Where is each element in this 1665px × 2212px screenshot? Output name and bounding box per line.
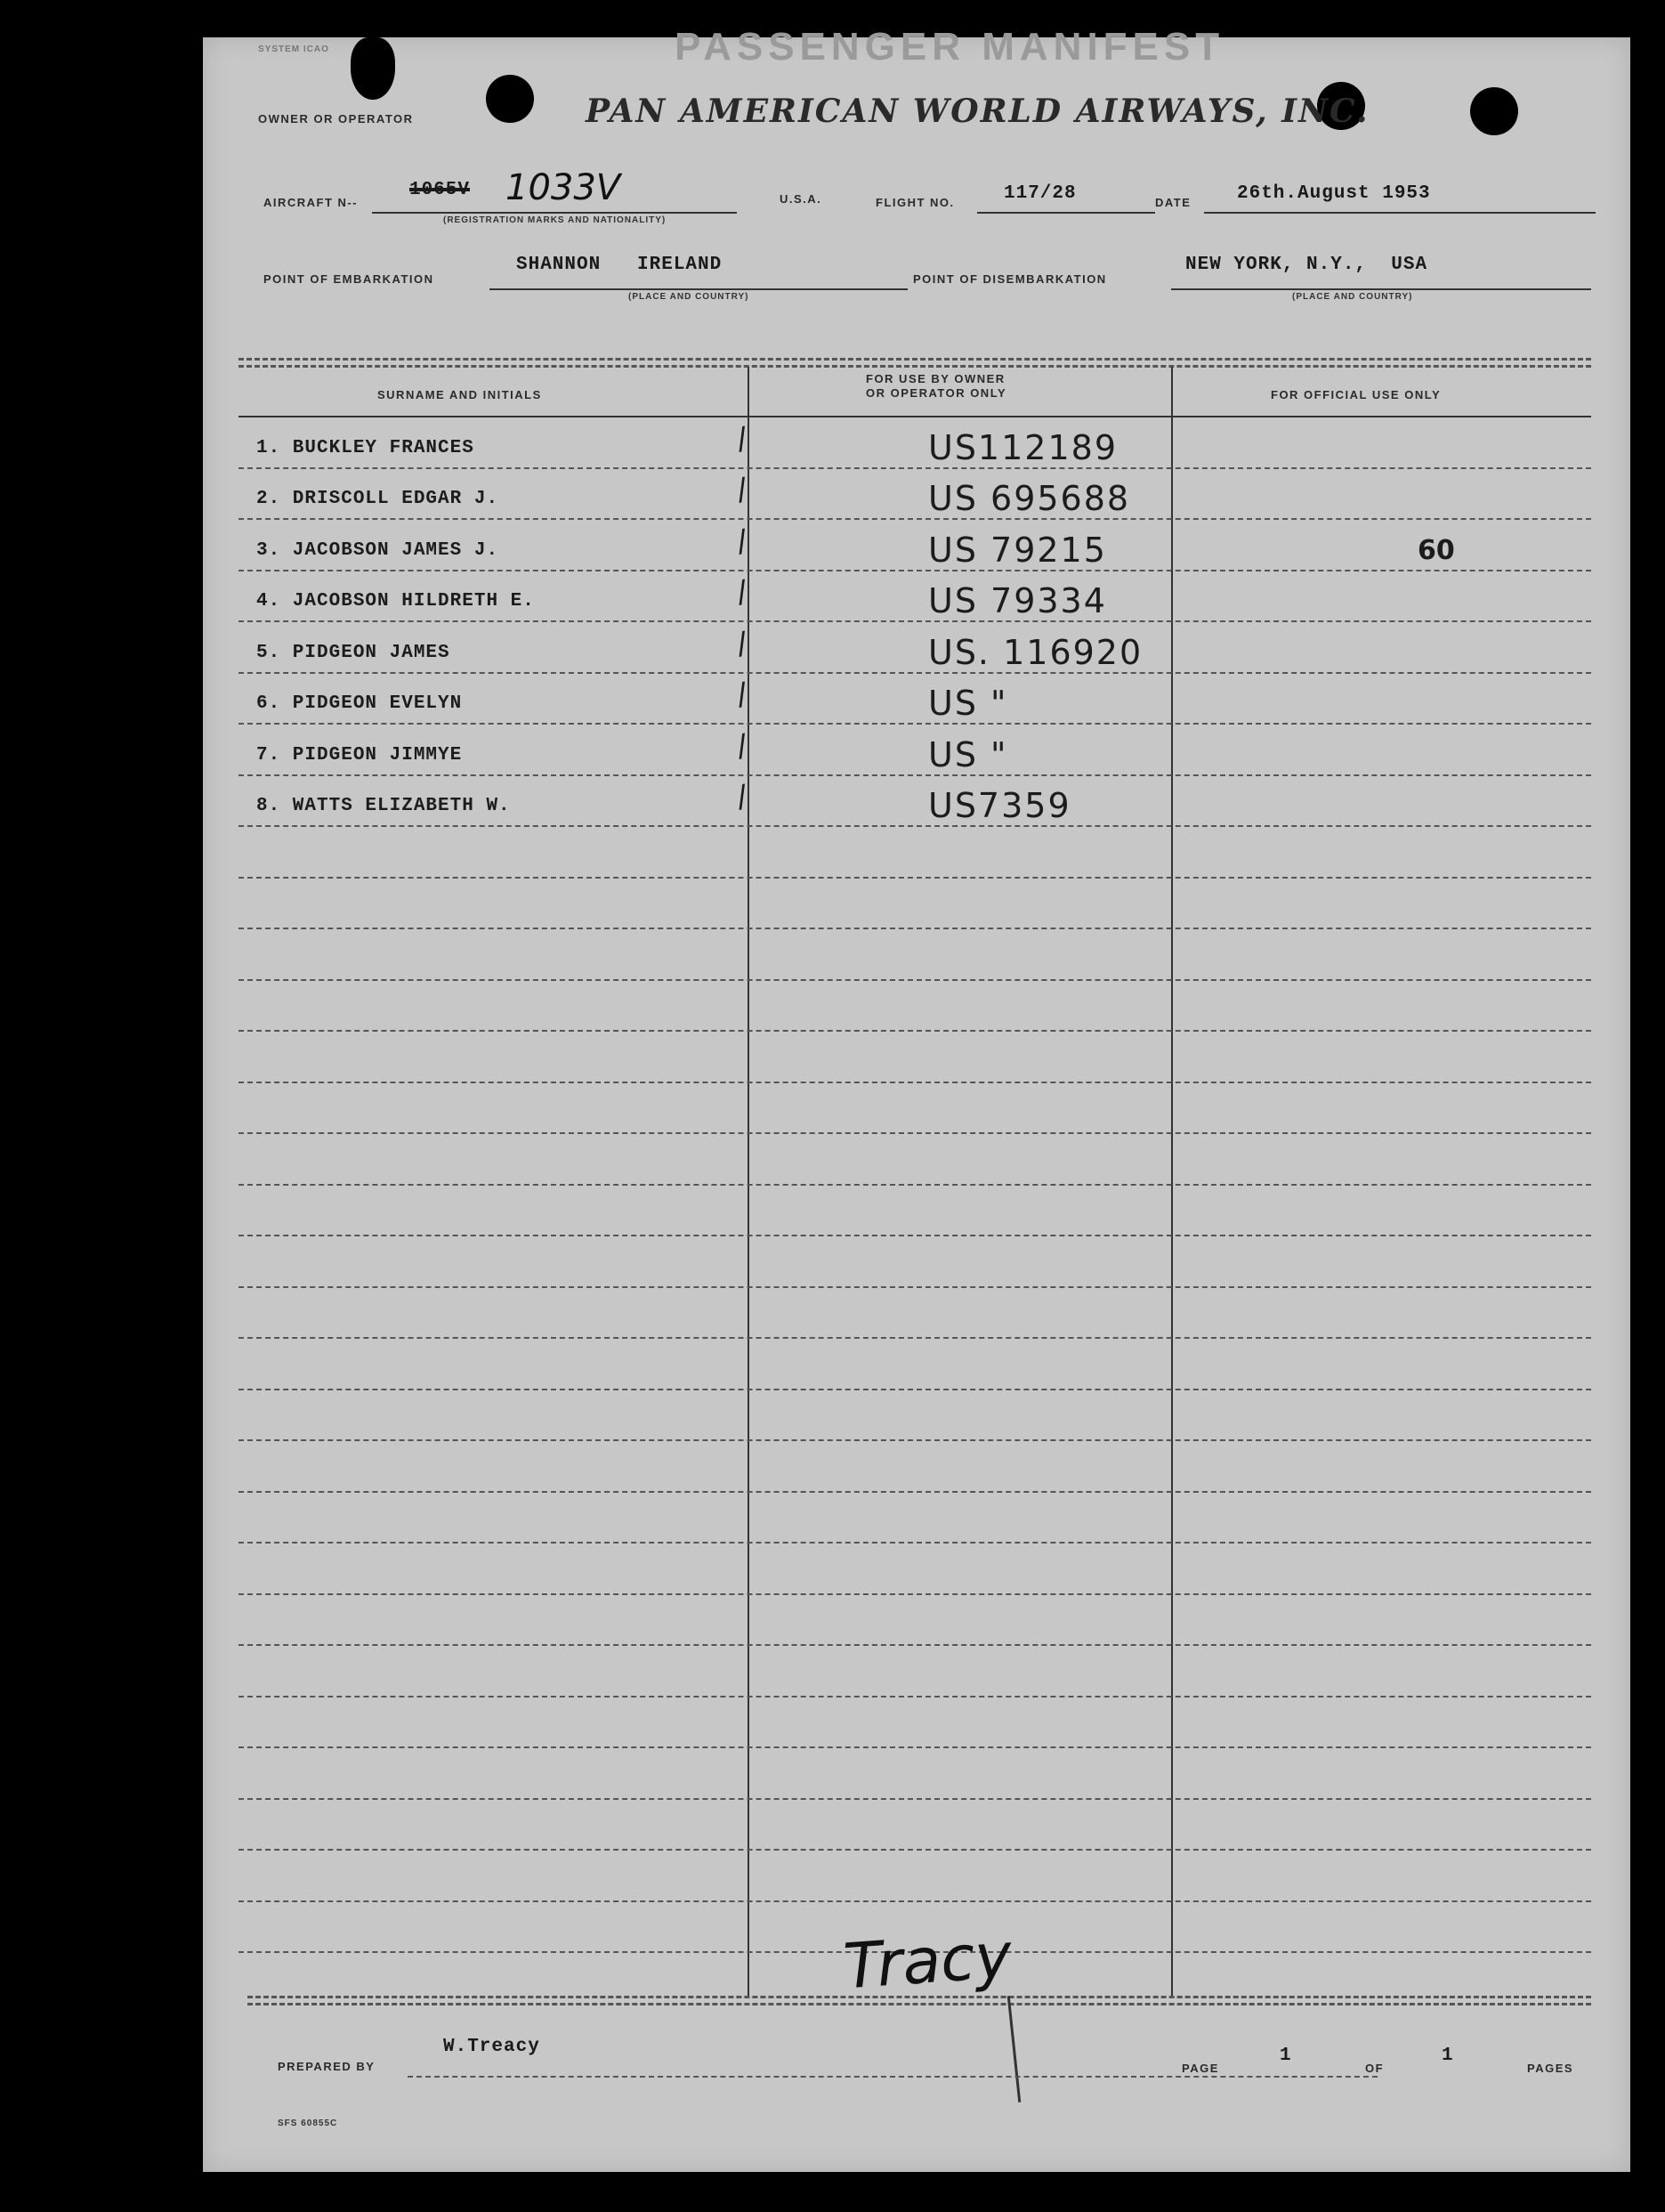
table-row (238, 981, 1591, 1033)
table-row (238, 571, 1591, 623)
passenger-name: 1. BUCKLEY FRANCES (256, 437, 474, 458)
page-title: PASSENGER MANIFEST (675, 25, 1225, 69)
table-row (238, 1800, 1591, 1851)
flight-label: FLIGHT NO. (876, 196, 955, 209)
passport-number: US 79215 (928, 530, 1107, 570)
table-row (238, 1697, 1591, 1749)
system-stamp: SYSTEM ICAO (258, 45, 329, 54)
table-row (238, 1441, 1591, 1493)
table-row (238, 725, 1591, 776)
table-row (238, 879, 1591, 930)
table-row (238, 1493, 1591, 1544)
date-underline (1204, 212, 1596, 214)
disembarkation-place: NEW YORK, N.Y., USA (1185, 255, 1428, 275)
torn-corner (351, 37, 395, 100)
passenger-name: 3. JACOBSON JAMES J. (256, 539, 499, 561)
disembarkation-caption: (PLACE AND COUNTRY) (1292, 292, 1413, 302)
passport-number: US112189 (928, 427, 1118, 467)
registration-caption: (REGISTRATION MARKS AND NATIONALITY) (443, 215, 667, 225)
check-mark: / (733, 778, 750, 815)
form-code: SFS 60855C (278, 2119, 338, 2128)
date-label: DATE (1155, 196, 1192, 209)
passenger-name: 4. JACOBSON HILDRETH E. (256, 591, 535, 612)
passport-number: US 79334 (928, 581, 1107, 620)
embarkation-caption: (PLACE AND COUNTRY) (628, 292, 749, 302)
embarkation-underline (489, 288, 908, 290)
signature-stroke (1007, 1996, 1022, 2103)
passport-number: US. 116920 (928, 632, 1144, 672)
owner-label: OWNER OR OPERATOR (258, 112, 414, 126)
table-row (238, 1186, 1591, 1237)
punch-hole (486, 75, 534, 123)
passenger-name: 6. PIDGEON EVELYN (256, 693, 463, 714)
col-header-name: SURNAME AND INITIALS (377, 388, 542, 401)
table-row (238, 622, 1591, 674)
nationality: U.S.A. (780, 192, 822, 206)
check-mark: / (733, 726, 750, 765)
embarkation-label: POINT OF EMBARKATION (263, 272, 434, 286)
table-row (238, 469, 1591, 521)
signature: Tracy (841, 1918, 1014, 2004)
passenger-name: 2. DRISCOLL EDGAR J. (256, 489, 499, 509)
aircraft-handwritten: 1033V (505, 167, 621, 208)
punch-hole (1470, 87, 1518, 135)
table-row (238, 1646, 1591, 1697)
col-header-official: FOR OFFICIAL USE ONLY (1271, 388, 1442, 401)
disembarkation-underline (1171, 288, 1591, 290)
aircraft-struck: 1065V (409, 180, 471, 200)
manifest-sheet (203, 25, 1630, 2172)
table-row (238, 1083, 1591, 1135)
passenger-name: 5. PIDGEON JAMES (256, 642, 450, 663)
col-header-operator-1: FOR USE BY OWNER (866, 372, 1006, 385)
table-row (238, 1032, 1591, 1083)
passport-number: US " (928, 734, 1008, 774)
table-row (238, 776, 1591, 828)
flight-underline (977, 212, 1155, 214)
table-row (238, 1544, 1591, 1595)
prepared-label: PREPARED BY (278, 2060, 376, 2073)
page-label: PAGE (1182, 2062, 1219, 2075)
disembarkation-label: POINT OF DISEMBARKATION (913, 272, 1107, 286)
check-mark: / (733, 676, 750, 713)
table-row (238, 674, 1591, 725)
check-mark: / (733, 624, 750, 662)
check-mark: / (733, 419, 750, 458)
page-count: 1 (1442, 2046, 1454, 2066)
passenger-table (238, 417, 1591, 1953)
table-row (238, 1851, 1591, 1902)
table-row (238, 1288, 1591, 1340)
table-row (238, 929, 1591, 981)
table-top-rule (238, 365, 1591, 368)
embarkation-place: SHANNON IRELAND (516, 255, 723, 275)
table-row (238, 1748, 1591, 1800)
table-row (238, 1339, 1591, 1390)
table-row (238, 417, 1591, 469)
table-row (238, 520, 1591, 571)
passport-number: US 695688 (928, 479, 1131, 518)
table-row (238, 1236, 1591, 1288)
check-mark: / (733, 522, 750, 560)
passenger-name: 7. PIDGEON JIMMYE (256, 744, 463, 766)
table-top-rule (238, 358, 1591, 361)
prepared-underline (408, 2076, 1378, 2078)
table-row (238, 827, 1591, 879)
flight-number: 117/28 (1004, 183, 1077, 204)
table-bottom-rule (247, 2003, 1591, 2005)
passport-number: US7359 (928, 786, 1071, 825)
official-note: 60 (1418, 534, 1455, 566)
col-header-operator-2: OR OPERATOR ONLY (866, 386, 1007, 400)
passport-number: US " (928, 684, 1008, 723)
aircraft-underline (372, 212, 737, 214)
airline-name: PAN AMERICAN WORLD AIRWAYS, INC. (586, 93, 1370, 130)
aircraft-label: AIRCRAFT N-- (263, 196, 359, 209)
flight-date: 26th.August 1953 (1237, 183, 1431, 204)
table-row (238, 1595, 1591, 1647)
passenger-name: 8. WATTS ELIZABETH W. (256, 796, 511, 816)
prepared-by: W.Treacy (443, 2037, 540, 2057)
table-row (238, 1390, 1591, 1442)
pages-label: PAGES (1527, 2062, 1574, 2075)
page-number: 1 (1280, 2046, 1292, 2066)
check-mark: / (733, 471, 750, 508)
check-mark: / (733, 573, 750, 611)
of-label: OF (1365, 2062, 1385, 2075)
table-row (238, 1134, 1591, 1186)
